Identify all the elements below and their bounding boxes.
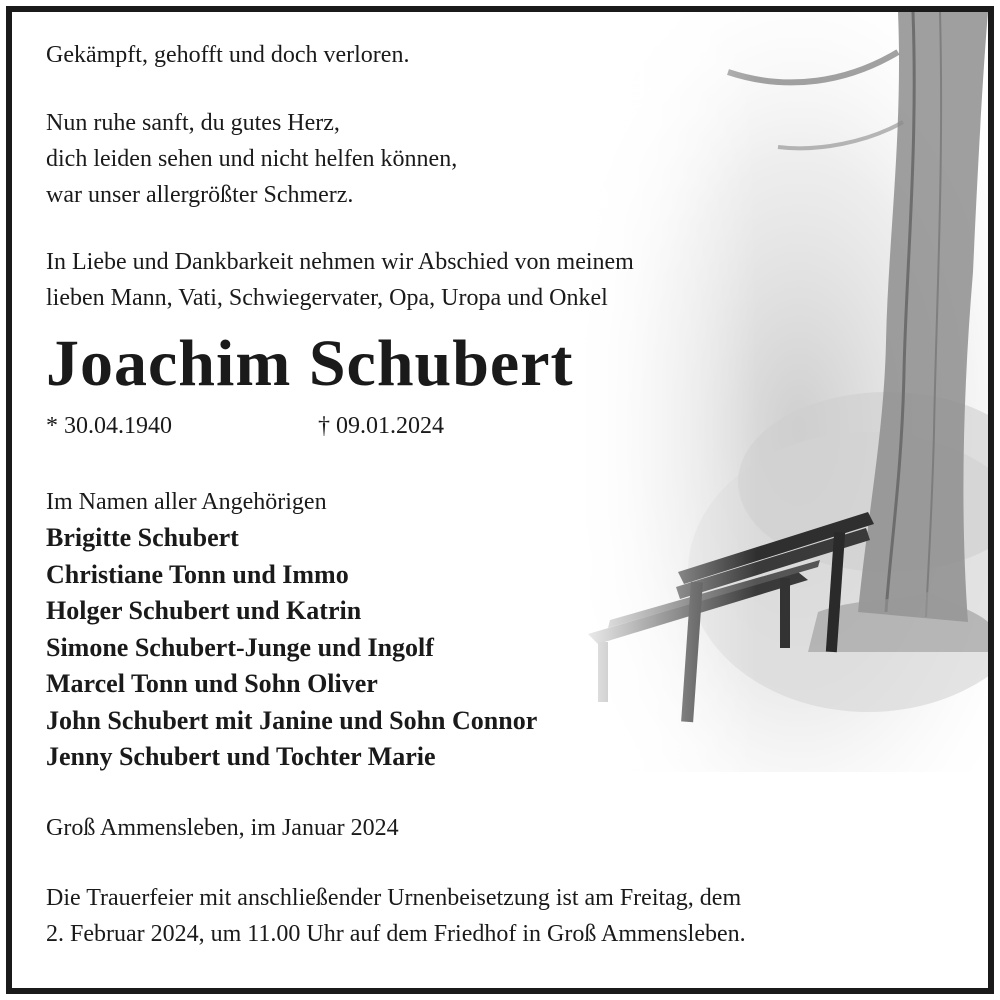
- family-member: Holger Schubert und Katrin: [46, 596, 362, 625]
- intro-line-1: In Liebe und Dankbarkeit nehmen wir Abschied von meinem: [46, 249, 634, 275]
- place-date: Groß Ammensleben, im Januar 2024: [46, 815, 399, 841]
- family-member: Christiane Tonn und Immo: [46, 559, 349, 589]
- tree-bench-illustration: [568, 12, 988, 772]
- family-member: Marcel Tonn und Sohn Oliver: [46, 669, 378, 698]
- verse-line-2: Nun ruhe sanft, du gutes Herz,: [46, 110, 340, 136]
- family-list: [46, 520, 537, 776]
- verse-line-4: war unser allergrößter Schmerz.: [46, 182, 354, 208]
- death-date: † 09.01.2024: [318, 413, 444, 439]
- intro-line-2: lieben Mann, Vati, Schwiegervater, Opa, Uropa und Onkel: [46, 285, 608, 311]
- family-member: Brigitte Schubert: [46, 523, 239, 552]
- ceremony-line-1: Die Trauerfeier mit anschließender Urnenbeisetzung ist am Freitag, dem: [46, 885, 742, 911]
- family-heading: Im Namen aller Angehörigen: [46, 489, 327, 515]
- obituary-frame: [6, 6, 994, 994]
- family-member: Simone Schubert-Junge und Ingolf: [46, 632, 434, 662]
- family-member: Jenny Schubert und Tochter Marie: [46, 742, 436, 771]
- family-member: John Schubert mit Janine und Sohn Connor: [46, 705, 538, 735]
- verse-line-3: dich leiden sehen und nicht helfen können,: [46, 146, 458, 172]
- ceremony-line-2: 2. Februar 2024, um 11.00 Uhr auf dem Friedhof in Groß Ammensleben.: [46, 921, 746, 947]
- life-dates: [46, 408, 444, 444]
- verse-line-1: Gekämpft, gehofft und doch verloren.: [46, 42, 410, 68]
- deceased-name: Joachim Schubert: [46, 327, 574, 400]
- birth-date: * 30.04.1940: [46, 413, 172, 439]
